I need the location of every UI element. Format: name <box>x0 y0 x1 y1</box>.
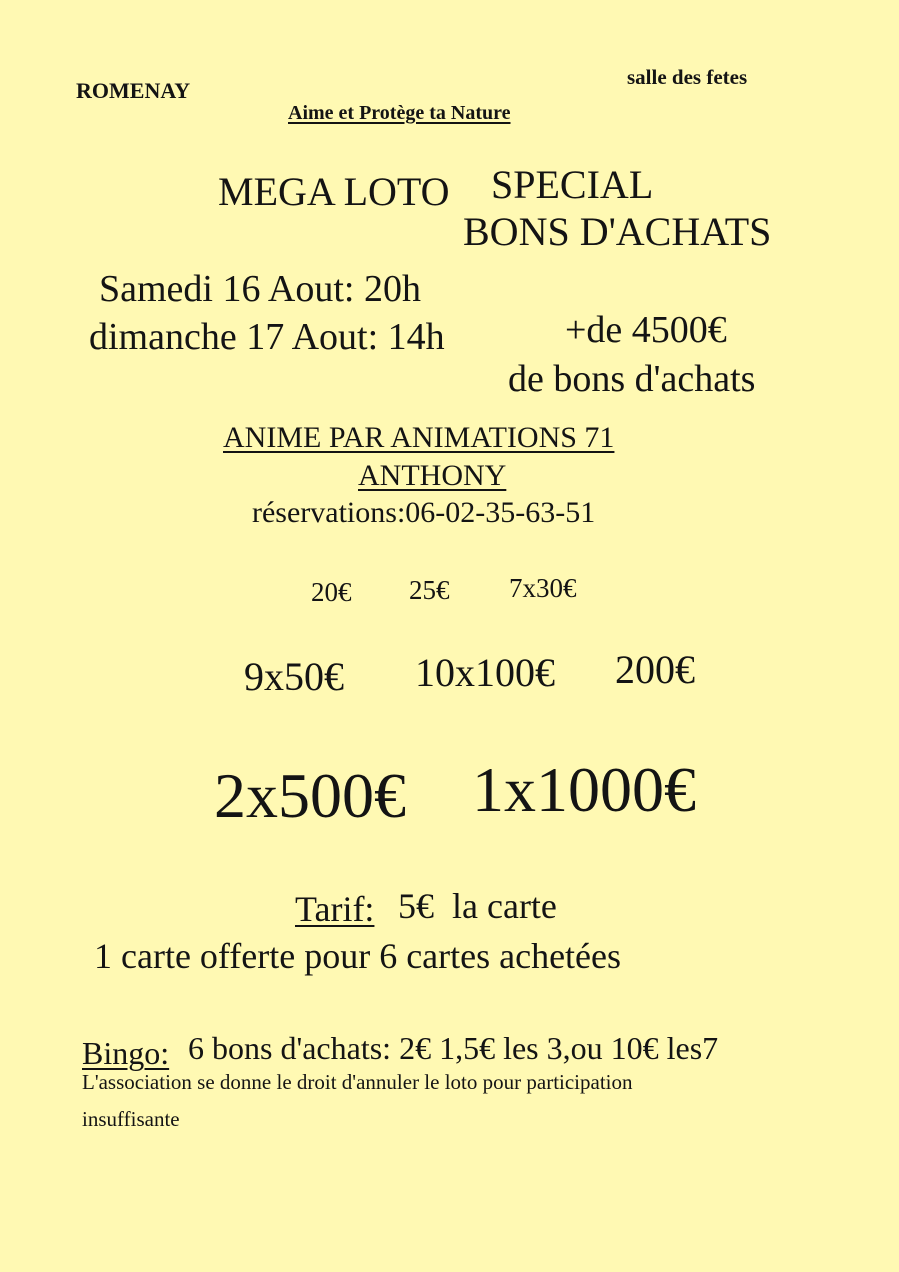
schedule-sunday: dimanche 17 Aout: 14h <box>89 316 445 358</box>
event-subtitle: BONS D'ACHATS <box>463 209 772 254</box>
prize-large-1: 2x500€ <box>214 760 406 831</box>
tarif-label: Tarif: <box>295 889 375 929</box>
host-name: ANTHONY <box>358 459 507 492</box>
prize-small-1: 20€ <box>311 577 352 607</box>
bingo-label: Bingo: <box>82 1035 170 1071</box>
prize-small-3: 7x30€ <box>509 573 577 603</box>
prize-medium-2: 10x100€ <box>415 650 555 695</box>
bingo-details: 6 bons d'achats: 2€ 1,5€ les 3,ou 10€ les7 <box>188 1030 719 1066</box>
prize-medium-3: 200€ <box>615 647 695 692</box>
event-title: MEGA LOTO <box>218 169 450 214</box>
schedule-saturday: Samedi 16 Aout: 20h <box>99 268 421 310</box>
disclaimer-line1: L'association se donne le droit d'annuler le loto pour participation <box>82 1070 633 1094</box>
disclaimer-line2: insuffisante <box>82 1107 180 1131</box>
prize-medium-1: 9x50€ <box>244 654 344 699</box>
prize-small-2: 25€ <box>409 575 450 605</box>
host-line: ANIME PAR ANIMATIONS 71 <box>223 421 615 454</box>
total-prize-label: de bons d'achats <box>508 358 756 400</box>
association-name: Aime et Protège ta Nature <box>288 102 511 124</box>
reservations-phone: réservations:06-02-35-63-51 <box>252 496 596 529</box>
card-offer: 1 carte offerte pour 6 cartes achetées <box>94 936 622 976</box>
tarif-value: 5€ la carte <box>398 886 557 926</box>
prize-large-2: 1x1000€ <box>472 754 696 825</box>
town-name: ROMENAY <box>76 78 191 103</box>
event-title-special: SPECIAL <box>491 162 654 207</box>
total-prize-amount: +de 4500€ <box>565 309 727 351</box>
venue-name: salle des fetes <box>627 65 748 89</box>
